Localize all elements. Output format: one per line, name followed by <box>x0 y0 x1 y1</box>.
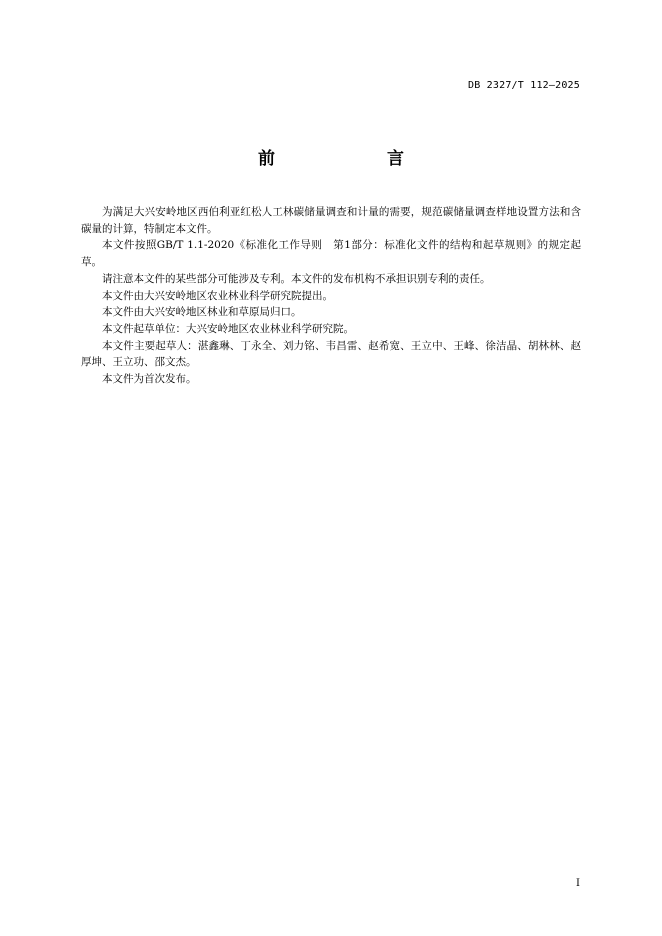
page-number: I <box>576 878 580 889</box>
paragraph-drafters: 本文件主要起草人：湛鑫琳、丁永全、刘力铭、韦昌雷、赵希宽、王立中、王峰、徐洁晶、胡林林、赵厚坤、王立功、邵文杰。 <box>81 339 581 369</box>
page-title: 前 言 <box>258 149 430 169</box>
paragraph-proposed-by: 本文件由大兴安岭地区农业林业科学研究院提出。 <box>102 289 333 302</box>
paragraph-drafting-rules: 本文件按照GB/T 1.1-2020《标准化工作导则 第1部分：标准化文件的结构和起草规则》的规定起草。 <box>81 239 581 269</box>
paragraph-patent-notice: 请注意本文件的某些部分可能涉及专利。本文件的发布机构不承担识别专利的责任。 <box>102 272 491 285</box>
paragraph-drafting-unit: 本文件起草单位：大兴安岭地区农业林业科学研究院。 <box>102 322 354 335</box>
standard-code: DB 2327/T 112—2025 <box>468 80 580 91</box>
paragraph-administered-by: 本文件由大兴安岭地区林业和草原局归口。 <box>102 306 302 319</box>
foreword-body <box>81 204 581 388</box>
paragraph-first-release: 本文件为首次发布。 <box>102 373 197 386</box>
paragraph-purpose: 为满足大兴安岭地区西伯利亚红松人工林碳储量调查和计量的需要，规范碳储量调查样地设置方法和含碳量的计算，特制定本文件。 <box>81 206 581 235</box>
